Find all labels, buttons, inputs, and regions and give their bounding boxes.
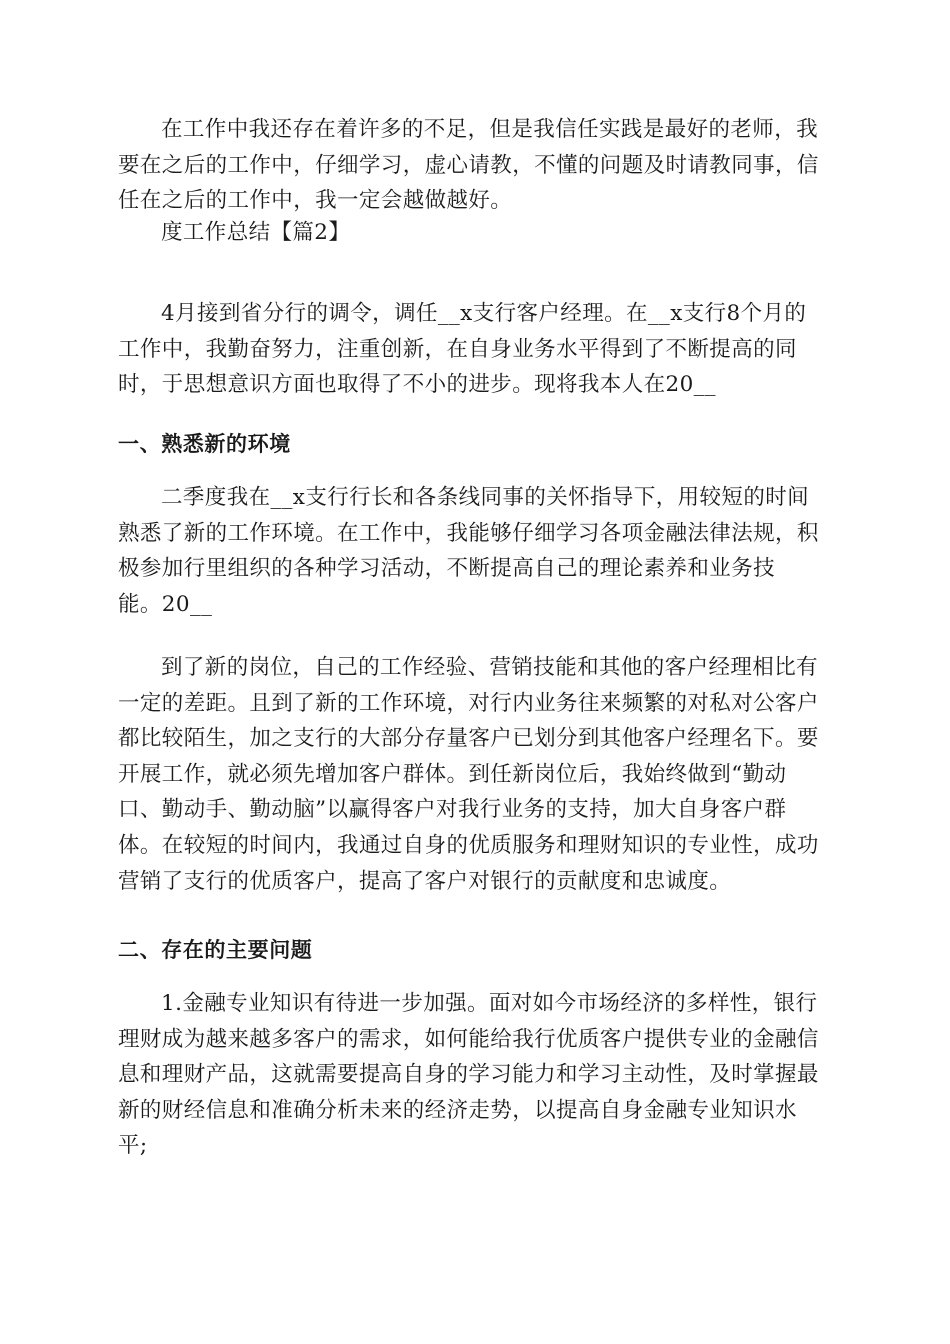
paragraph-second-quarter: 二季度我在__x支行行长和各条线同事的关怀指导下，用较短的时间 熟悉了新的工作环境。在工作中，我能够仔细学习各项金融法律法规，积 极参加行里组织的各种学习活动，不断提高自己的理论素养和业务技 能。20__ [118, 485, 819, 617]
section-title-part-2: 度工作总结【篇2】 [161, 220, 351, 245]
paragraph-transfer: 4月接到省分行的调令，调任__x支行客户经理。在__x支行8个月的 工作中，我勤奋努力，注重创新，在自身业务水平得到了不断提高的同 时，于思想意识方面也取得了不小的进步。现将我本人在20__ [118, 301, 807, 398]
paragraph-practice: 在工作中我还存在着许多的不足，但是我信任实践是最好的老师，我 要在之后的工作中，仔细学习，虚心请教，不懂的问题及时请教同事，信 任在之后的工作中，我一定会越做越好。 [118, 117, 819, 214]
heading-familiar-environment: 一、熟悉新的环境 [118, 432, 291, 456]
paragraph-new-position: 到了新的岗位，自己的工作经验、营销技能和其他的客户经理相比有 一定的差距。且到了新的工作环境，对行内业务往来频繁的对私对公客户 都比较陌生，加之支行的大部分存量客户已划分到其他客户经理名下。要 开展工作，就必须先增加客户群体。到任新岗位后，我始终做到“勤动 口、勤动手、勤动脑”以赢得客户对我行业务的支持，加大自身客户群 体。在较短的时间内，我通过自身的优质服务和理财知识的专业性，成功 营销了支行的优质客户，提高了客户对银行的贡献度和忠诚度。 [118, 655, 819, 894]
paragraph-financial-knowledge: 1.金融专业知识有待进一步加强。面对如今市场经济的多样性，银行 理财成为越来越多客户的需求，如何能给我行优质客户提供专业的金融信 息和理财产品，这就需要提高自身的学习能力和学习主动性，及时掌握最 新的财经信息和准确分析未来的经济走势，以提高自身金融专业知识水 平; [118, 991, 819, 1159]
heading-main-problems: 二、存在的主要问题 [118, 938, 313, 962]
